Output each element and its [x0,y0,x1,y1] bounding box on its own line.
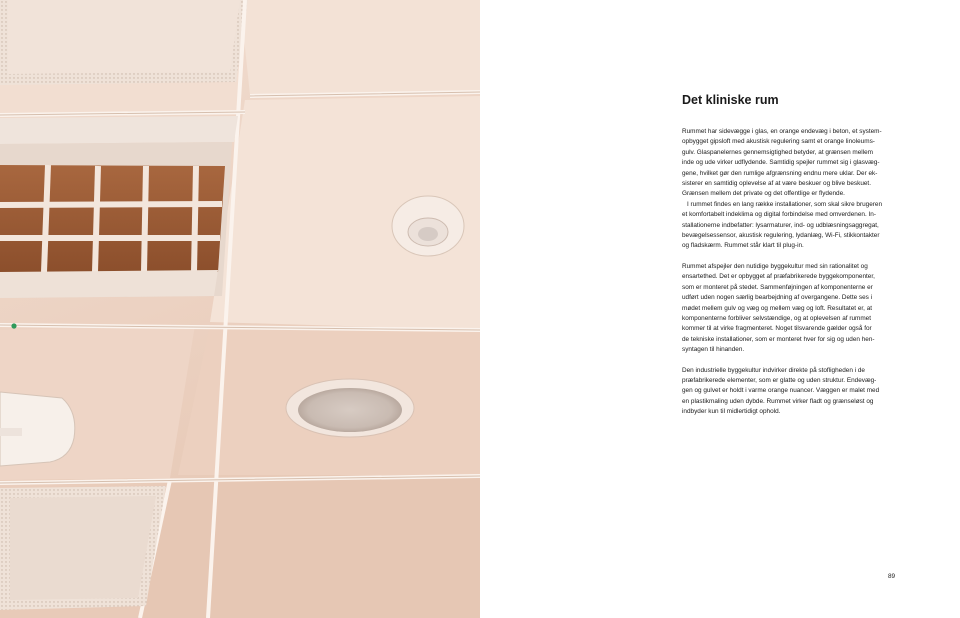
text-line: Den industrielle byggekultur indvirker direkte på stofligheden i de [682,366,865,374]
text-line: komponenterne forbliver selvstændige, og at oplevelsen af rummet [682,314,871,322]
text-line: I rummet findes en lang række installationer, som skal sikre brugeren [687,200,883,208]
text-line: bevægelsessensor, akustisk regulering, lydanlæg, Wi-Fi, stikkontakter [682,232,880,240]
text-line: et komfortabelt indeklima og digital forbindelse med omverdenen. In- [682,211,876,219]
text-line: gulv. Glaspanelernes gennemsigtighed betyder, at grænsen mellem [682,148,874,156]
text-line: indbyder kun til midlertidigt ophold. [682,408,781,416]
page-title: Det kliniske rum [682,93,779,107]
paragraph-3 [682,366,898,418]
text-line: udført uden nogen særlig bearbejdning af overgangene. Dette ses i [682,294,873,302]
text-line: syntagen til hinanden. [682,346,745,354]
text-line: kommer til at virke fragmenteret. Noget tilsvarende gælder også for [682,325,872,333]
paragraph-1 [682,127,898,252]
text-line: opbygget gipsloft med akustisk regulering samt et orange linoleums- [682,138,875,146]
paragraph-2 [682,262,898,356]
text-line: som er monteret på stedet. Sammenføjningen af komponenterne er [682,283,873,291]
text-page [480,0,960,618]
text-line: de tekniske installationer, som er monteret hver for sig og uden hen- [682,335,875,343]
page-number: 89 [888,573,896,580]
body-text [682,127,898,428]
text-line: inde og ude virker udflydende. Samtidig spejler rummet sig i glasvæg- [682,159,880,167]
text-line: mødet mellem gulv og væg og mellem væg og loft. Resultatet er, at [682,304,873,312]
text-line: gen og gulvet er holdt i varme orange nuancer. Væggen er malet med [682,387,880,395]
text-line: en plastikmaling uden dybde. Rummet virker fladt og grænseløst og [682,397,874,405]
text-line: og fladskærm. Rummet står klart til plug-in. [682,242,804,250]
text-line: Rummet har sidevægge i glas, en orange endevæg i beton, et system- [682,128,882,135]
text-line: sisterer en samtidig oplevelse af at være beskuer og blive beskuet. [682,180,871,188]
text-line: Rummet afspejler den nutidige byggekultur med sin rationalitet og [682,262,868,270]
text-line: præfabrikerede elementer, som er glatte og uden struktur. Endevæg- [682,376,877,384]
text-line: ensartethed. Det er opbygget af præfabrikerede byggekomponenter, [682,273,875,281]
text-line: stallationerne indbefatter: lysarmaturer, ind- og udblæsningsaggregat, [682,221,879,229]
text-line: Grænsen mellem det private og det offentlige er flydende. [682,190,845,198]
text-line: gene, hvilket gør den rumlige afgrænsning endnu mere uklar. Der ek- [682,169,878,177]
